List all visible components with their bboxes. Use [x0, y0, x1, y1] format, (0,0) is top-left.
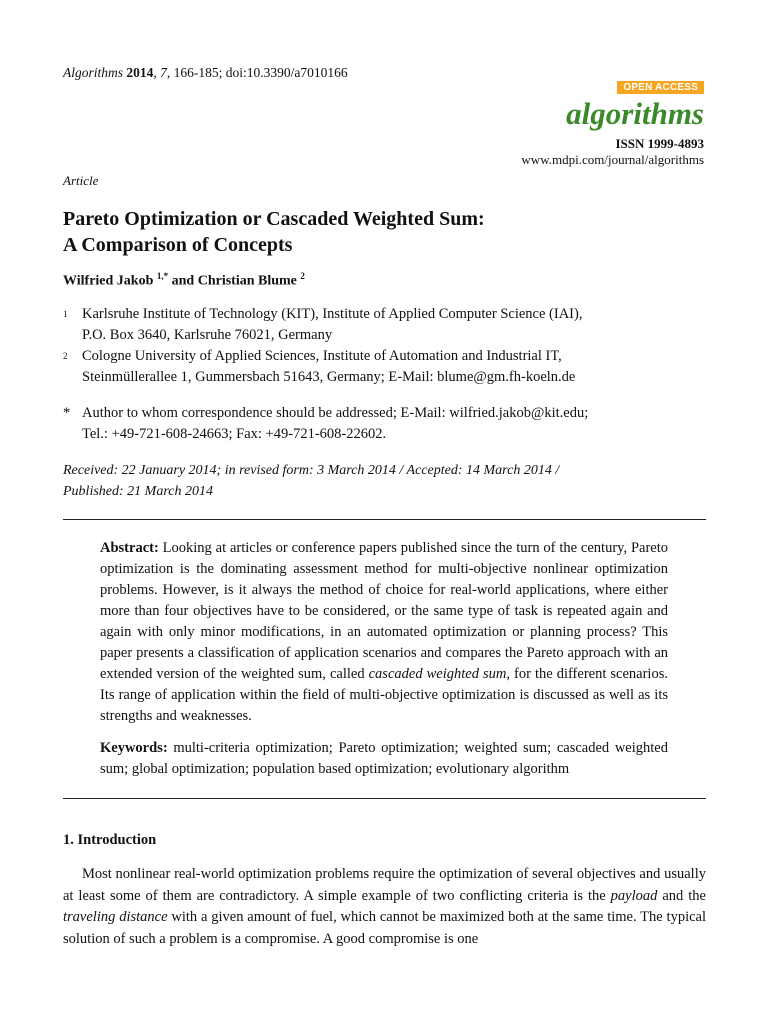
abstract-label: Abstract: [100, 540, 159, 556]
title-line-2: A Comparison of Concepts [63, 234, 293, 256]
correspondence-line-1: Author to whom correspondence should be addressed; E-Mail: wilfried.jakob@kit.edu; [82, 405, 589, 421]
abstract-text-a: Looking at articles or conference papers published since the turn of the century, Pareto optimization is the dominating assessment method for multi-objective nonlinear optimization problems. However, is it always the method of choice for real-world applications, where either more than four objectives have to be considered, or the same type of task is repeated again and again with only minor modifications, in an automated optimization or planning process? This paper presents a classification of application scenarios and compares the Pareto approach with an extended version of the weighted sum, called [100, 540, 668, 682]
intro-text-a: Most nonlinear real-world optimization problems require the optimization of several objectives and usually at least some of them are contradictory. A simple example of two conflicting criteria is the [63, 866, 706, 904]
keywords-label: Keywords: [100, 740, 168, 756]
affiliation-1-mark: 1 [63, 309, 68, 319]
citation-year: 2014 [126, 65, 154, 80]
intro-paragraph [63, 864, 706, 950]
divider-bottom [63, 798, 706, 799]
correspondence-note [63, 403, 588, 445]
abstract-text-italic: cascaded weighted sum [368, 666, 507, 682]
intro-text-c: with a given amount of fuel, which cannot be maximized both at the same time. The typical solution of such a problem is a compromise. A good compromise is one [63, 909, 707, 947]
paper-title [63, 206, 703, 258]
correspondence-line-2: Tel.: +49-721-608-24663; Fax: +49-721-608-22602. [82, 426, 387, 442]
intro-text-b: and the [657, 887, 706, 904]
citation-line: Algorithms 2014, 7, 166-185; doi:10.3390/a7010166 [63, 65, 348, 80]
abstract-text-b: , for the different scenarios. Its range of application within the field of multi-objective optimization is discussed as well as its strengths and weaknesses. [100, 666, 668, 724]
intro-italic-2: traveling distance [63, 909, 168, 925]
citation-journal: Algorithms [63, 65, 124, 80]
affiliation-1-line-2: P.O. Box 3640, Karlsruhe 76021, Germany [82, 327, 333, 343]
keywords-text: multi-criteria optimization; Pareto optimization; weighted sum; cascaded weighted sum; global optimization; population based optimization; evolutionary algorithm [100, 740, 668, 777]
divider-top [63, 519, 706, 520]
journal-logo-name: algorithms [566, 96, 704, 131]
citation-volume: 7 [160, 65, 167, 80]
title-line-1: Pareto Optimization or Cascaded Weighted Sum: [63, 208, 485, 230]
author-joiner: and [168, 273, 198, 289]
open-access-badge: OPEN ACCESS [617, 81, 704, 94]
issn: ISSN 1999-4893 [615, 136, 704, 151]
intro-italic-1: payload [610, 887, 658, 904]
author-1: Wilfried Jakob [63, 273, 154, 289]
affiliation-2-line-2: Steinmüllerallee 1, Gummersbach 51643, Germany; E-Mail: blume@gm.fh-koeln.de [82, 369, 576, 385]
affiliation-1-line-1: Karlsruhe Institute of Technology (KIT), Institute of Applied Computer Science (IAI), [82, 306, 583, 322]
dates-line-2: Published: 21 March 2014 [63, 484, 213, 499]
article-type: Article [63, 173, 99, 188]
affiliation-2 [63, 346, 575, 388]
journal-url[interactable]: www.mdpi.com/journal/algorithms [521, 152, 704, 167]
affiliation-2-line-1: Cologne University of Applied Sciences, Institute of Automation and Industrial IT, [82, 348, 562, 364]
section-heading: 1. Introduction [63, 832, 157, 848]
abstract [100, 538, 668, 727]
correspondence-mark: * [63, 405, 71, 421]
dates-line-1: Received: 22 January 2014; in revised form: 3 March 2014 / Accepted: 14 March 2014 / [63, 463, 560, 478]
affiliation-1 [63, 304, 582, 346]
author-1-marks: 1,* [156, 271, 169, 281]
affiliation-2-mark: 2 [63, 351, 68, 361]
author-2: Christian Blume [197, 273, 297, 289]
author-2-marks: 2 [300, 271, 305, 281]
citation-rest: , 166-185; doi:10.3390/a7010166 [166, 65, 348, 80]
author-list [63, 271, 305, 290]
keywords [100, 738, 668, 780]
publication-dates [63, 460, 703, 502]
